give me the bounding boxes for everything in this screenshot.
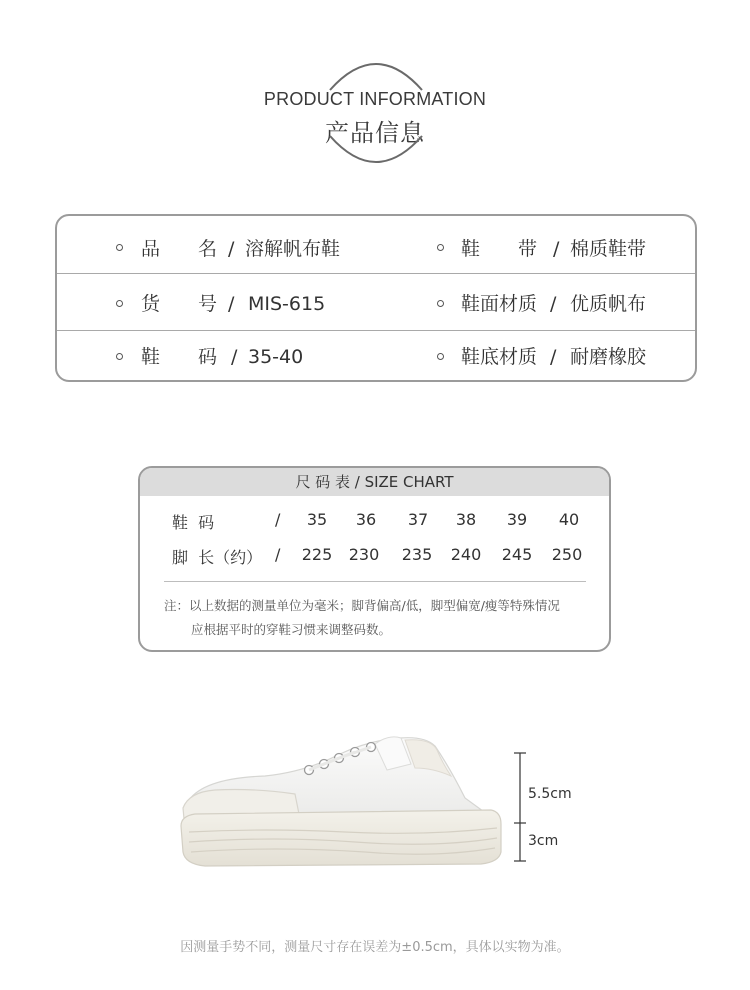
size-chart [138,466,611,652]
info-label-sole: 鞋底材质 [461,346,538,368]
size-value: 40 [558,510,580,529]
info-label-name: 品 名 [141,238,218,260]
foot-length-value: 235 [401,545,433,564]
size-row-sep: / [275,510,281,529]
info-label-sku: 货 号 [141,293,218,315]
info-value-upper: 优质帆布 [570,293,647,315]
size-note-line1: 注：以上数据的测量单位为毫米；脚背偏高/低，脚型偏宽/瘦等特殊情况 [164,598,560,613]
size-value: 35 [306,510,328,529]
foot-length-value: 225 [301,545,333,564]
foot-length-value: 230 [348,545,380,564]
sole-height-label: 3cm [528,833,559,849]
info-sep: / [228,293,235,315]
upper-height-label: 5.5cm [528,786,572,802]
info-value-sku: MIS-615 [248,293,326,315]
info-sep: / [550,346,557,368]
info-label-upper: 鞋面材质 [461,293,538,315]
size-chart-divider [164,581,586,582]
header-bottom-arc [328,134,424,174]
row-divider [57,273,695,274]
dimension-bracket [510,752,530,862]
title-chinese: 产品信息 [325,119,425,147]
info-label-laces: 鞋 带 [461,238,538,260]
info-value-size: 35-40 [248,346,304,368]
size-value: 37 [407,510,429,529]
bullet-icon [116,244,123,251]
bullet-icon [116,353,123,360]
info-sep: / [553,238,560,260]
sneaker-illustration [175,728,515,873]
info-sep: / [231,346,238,368]
size-row-label: 鞋 码 [172,513,215,532]
size-chart-title: 尺 码 表 / SIZE CHART [140,468,609,496]
size-note-line2: 应根据平时的穿鞋习惯来调整码数。 [191,622,392,637]
bullet-icon [437,300,444,307]
foot-length-sep: / [275,545,281,564]
info-value-sole: 耐磨橡胶 [570,346,647,368]
info-sep: / [228,238,235,260]
product-info-table [55,214,697,382]
foot-length-value: 240 [450,545,482,564]
bullet-icon [116,300,123,307]
info-label-size: 鞋 码 [141,346,218,368]
foot-length-label: 脚 长（约） [172,548,263,567]
info-value-name: 溶解帆布鞋 [245,238,341,260]
size-value: 38 [455,510,477,529]
measurement-disclaimer: 因测量手势不同，测量尺寸存在误差为±0.5cm，具体以实物为准。 [180,940,570,955]
title-english: PRODUCT INFORMATION [263,89,487,109]
foot-length-value: 245 [501,545,533,564]
bullet-icon [437,244,444,251]
size-value: 36 [355,510,377,529]
info-value-laces: 棉质鞋带 [570,238,647,260]
foot-length-value: 250 [551,545,583,564]
bullet-icon [437,353,444,360]
info-sep: / [550,293,557,315]
header-top-arc [328,52,424,92]
row-divider [57,330,695,331]
size-value: 39 [506,510,528,529]
